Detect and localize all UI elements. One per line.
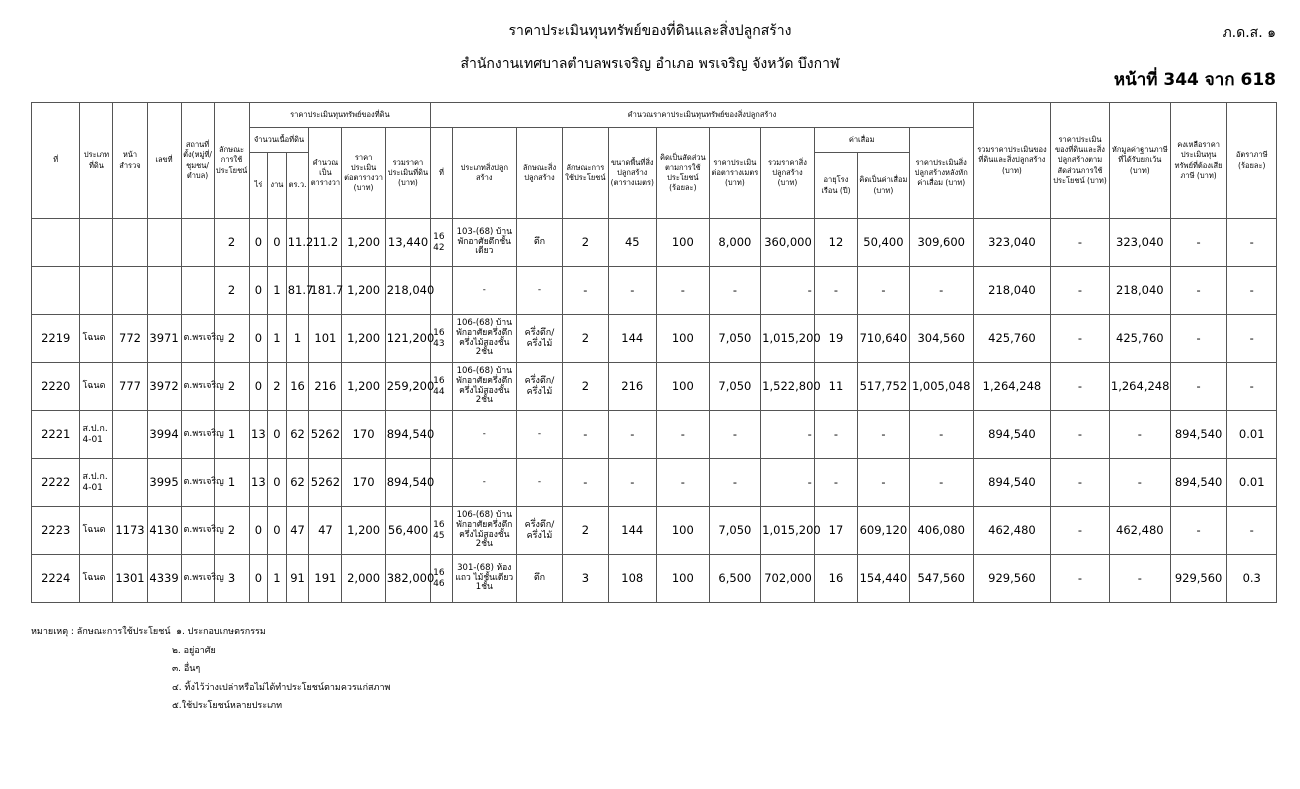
cell-proportional-value: - (1051, 219, 1110, 267)
cell-building-area: 108 (608, 555, 656, 603)
cell-building-percent: - (657, 459, 710, 507)
header-depreciation-age: อายุโรงเรือน (ปี) (814, 153, 857, 219)
cell-survey-page: 772 (113, 315, 147, 363)
cell-building-kind: ครึ่งตึก/ครึ่งไม้ (516, 315, 562, 363)
header-building-total: รวมราคาสิ่งปลูกสร้าง (บาท) (761, 128, 815, 219)
cell-number: 3994 (147, 411, 181, 459)
cell-rai: 0 (249, 267, 268, 315)
cell-calc-area: 101 (309, 315, 342, 363)
cell-building-use: 2 (563, 315, 608, 363)
header-depreciation-group: ค่าเสื่อม (814, 128, 909, 153)
cell-location: ต.พรเจริญ (181, 315, 214, 363)
cell-building-type: - (452, 459, 516, 507)
cell-depreciation-amount: - (858, 411, 910, 459)
header-proportional-value: ราคาประเมินของที่ดินและสิ่งปลูกสร้างตามสัดส่วนการใช้ประโยชน์ (บาท) (1051, 103, 1110, 219)
cell-building-total: 1,015,200 (761, 315, 815, 363)
cell-depreciation-amount: 50,400 (858, 219, 910, 267)
cell-building-area: 144 (608, 507, 656, 555)
header-no: ที่ (32, 103, 80, 219)
cell-taxable: - (1170, 507, 1227, 555)
cell-rai: 0 (249, 315, 268, 363)
cell-grand-total: 1,264,248 (973, 363, 1050, 411)
cell-doc-type: โฉนด (80, 363, 113, 411)
header-building-kind: ลักษณะสิ่งปลูกสร้าง (516, 128, 562, 219)
cell-land-use: 2 (214, 219, 249, 267)
cell-building-no: 16 45 (431, 507, 453, 555)
cell-building-area: - (608, 267, 656, 315)
cell-wa: 62 (286, 459, 309, 507)
cell-location (181, 267, 214, 315)
cell-grand-total: 218,040 (973, 267, 1050, 315)
cell-location: ต.พรเจริญ (181, 411, 214, 459)
cell-grand-total: 894,540 (973, 459, 1050, 507)
cell-building-net: 406,080 (909, 507, 973, 555)
cell-depreciation-age: 12 (814, 219, 857, 267)
cell-rai: 0 (249, 363, 268, 411)
cell-price-per-wa: 1,200 (342, 267, 385, 315)
cell-exemption: - (1109, 555, 1170, 603)
cell-building-percent: 100 (657, 555, 710, 603)
cell-building-area: - (608, 411, 656, 459)
cell-building-type: 106-(68) บ้านพักอาศัยครึ่งตึกครึ่งไม้สองชั้น 2ชั้น (452, 507, 516, 555)
cell-rai: 13 (249, 459, 268, 507)
cell-taxable: - (1170, 363, 1227, 411)
cell-land-total: 121,200 (385, 315, 430, 363)
cell-ngan: 0 (268, 507, 287, 555)
cell-number: 3972 (147, 363, 181, 411)
cell-building-use: - (563, 411, 608, 459)
cell-building-type: 301-(68) ห้องแถว ไม้ชั้นเดียว 1ชั้น (452, 555, 516, 603)
header-rai: ไร่ (249, 153, 268, 219)
cell-doc-type: โฉนด (80, 555, 113, 603)
cell-tax-rate: 0.01 (1227, 411, 1277, 459)
cell-no: 2221 (32, 411, 80, 459)
cell-land-total: 56,400 (385, 507, 430, 555)
cell-doc-type: โฉนด (80, 507, 113, 555)
cell-proportional-value: - (1051, 315, 1110, 363)
table-row (32, 267, 1277, 315)
cell-ngan: 0 (268, 411, 287, 459)
cell-building-net: 1,005,048 (909, 363, 973, 411)
cell-taxable: 894,540 (1170, 411, 1227, 459)
table-row (32, 315, 1277, 363)
cell-building-kind: - (516, 459, 562, 507)
cell-land-total: 382,000 (385, 555, 430, 603)
cell-wa: 91 (286, 555, 309, 603)
document-title: ราคาประเมินทุนทรัพย์ของที่ดินและสิ่งปลูกสร้าง (508, 23, 792, 39)
note-item: ๑. ประกอบเกษตรกรรม (176, 627, 266, 637)
header-doc-type: ประเภทที่ดิน (80, 103, 113, 219)
cell-ngan: 2 (268, 363, 287, 411)
cell-price-per-wa: 2,000 (342, 555, 385, 603)
cell-tax-rate: 0.3 (1227, 555, 1277, 603)
cell-depreciation-amount: 154,440 (858, 555, 910, 603)
cell-proportional-value: - (1051, 363, 1110, 411)
header-number: เลขที่ (147, 103, 181, 219)
cell-depreciation-amount: 609,120 (858, 507, 910, 555)
cell-building-type: - (452, 411, 516, 459)
cell-land-total: 13,440 (385, 219, 430, 267)
cell-location: ต.พรเจริญ (181, 507, 214, 555)
cell-building-kind: ครึ่งตึก/ครึ่งไม้ (516, 507, 562, 555)
header-building-group: คำนวณราคาประเมินทุนทรัพย์ของสิ่งปลูกสร้าง (431, 103, 974, 128)
cell-building-kind: ตึก (516, 219, 562, 267)
cell-grand-total: 323,040 (973, 219, 1050, 267)
cell-building-net: 309,600 (909, 219, 973, 267)
cell-survey-page: 1173 (113, 507, 147, 555)
cell-tax-rate: - (1227, 507, 1277, 555)
cell-no: 2220 (32, 363, 80, 411)
cell-depreciation-age: - (814, 267, 857, 315)
cell-proportional-value: - (1051, 507, 1110, 555)
cell-price-per-wa: 1,200 (342, 363, 385, 411)
cell-proportional-value: - (1051, 555, 1110, 603)
cell-doc-type: โฉนด (80, 315, 113, 363)
cell-doc-type (80, 219, 113, 267)
table-row (32, 219, 1277, 267)
header-survey-page: หน้าสำรวจ (113, 103, 147, 219)
cell-building-price: 7,050 (709, 363, 761, 411)
cell-ngan: 0 (268, 219, 287, 267)
cell-building-no: 16 43 (431, 315, 453, 363)
cell-taxable: 894,540 (1170, 459, 1227, 507)
cell-wa: 81.7 (286, 267, 309, 315)
cell-calc-area: 191 (309, 555, 342, 603)
cell-land-use: 1 (214, 411, 249, 459)
cell-doc-type: ส.ป.ก. 4-01 (80, 411, 113, 459)
cell-building-type: - (452, 267, 516, 315)
assessment-table (31, 102, 1277, 603)
cell-wa: 47 (286, 507, 309, 555)
cell-taxable: - (1170, 267, 1227, 315)
cell-tax-rate: 0.01 (1227, 459, 1277, 507)
cell-building-net: 304,560 (909, 315, 973, 363)
cell-no: 2223 (32, 507, 80, 555)
cell-number: 3971 (147, 315, 181, 363)
form-code: ภ.ด.ส. ๑ (1222, 25, 1276, 41)
header-building-percent: คิดเป็นสัดส่วนตามการใช้ประโยชน์ (ร้อยละ) (657, 128, 710, 219)
cell-number: 3995 (147, 459, 181, 507)
cell-tax-rate: - (1227, 219, 1277, 267)
cell-building-kind: ครึ่งตึก/ครึ่งไม้ (516, 363, 562, 411)
notes-label-text: หมายเหตุ : ลักษณะการใช้ประโยชน์ (31, 627, 171, 637)
cell-no: 2219 (32, 315, 80, 363)
cell-depreciation-amount: 710,640 (858, 315, 910, 363)
cell-survey-page: 777 (113, 363, 147, 411)
cell-building-total: 360,000 (761, 219, 815, 267)
cell-building-price: 7,050 (709, 315, 761, 363)
cell-proportional-value: - (1051, 411, 1110, 459)
cell-calc-area: 11.2 (309, 219, 342, 267)
cell-number: 4339 (147, 555, 181, 603)
cell-building-area: - (608, 459, 656, 507)
cell-calc-area: 216 (309, 363, 342, 411)
cell-building-kind: - (516, 411, 562, 459)
cell-land-use: 2 (214, 315, 249, 363)
cell-survey-page (113, 459, 147, 507)
header-wa: ตร.ว. (286, 153, 309, 219)
cell-survey-page: 1301 (113, 555, 147, 603)
table-row (32, 507, 1277, 555)
cell-building-no: 16 42 (431, 219, 453, 267)
cell-tax-rate: - (1227, 267, 1277, 315)
cell-land-total: 218,040 (385, 267, 430, 315)
cell-building-kind: ตึก (516, 555, 562, 603)
cell-survey-page (113, 219, 147, 267)
table-row (32, 555, 1277, 603)
cell-land-use: 1 (214, 459, 249, 507)
cell-rai: 13 (249, 411, 268, 459)
cell-building-percent: 100 (657, 219, 710, 267)
cell-price-per-wa: 1,200 (342, 219, 385, 267)
cell-building-total: 702,000 (761, 555, 815, 603)
note-item: ๕.ใช้ประโยชน์หลายประเภท (172, 701, 283, 711)
header-building-no: ที่ (431, 128, 453, 219)
page-indicator: หน้าที่ 344 จาก 618 (1113, 70, 1276, 90)
note-item: ๔. ทิ้งไว้ว่างเปล่าหรือไม่ได้ทำประโยชน์ตามควรแก่สภาพ (172, 682, 391, 693)
header-ngan: งาน (268, 153, 287, 219)
cell-rai: 0 (249, 555, 268, 603)
note-item: ๓. อื่นๆ (172, 664, 201, 674)
cell-number: 4130 (147, 507, 181, 555)
cell-exemption: 323,040 (1109, 219, 1170, 267)
cell-wa: 62 (286, 411, 309, 459)
cell-building-area: 45 (608, 219, 656, 267)
cell-building-use: 2 (563, 363, 608, 411)
cell-exemption: 1,264,248 (1109, 363, 1170, 411)
cell-number (147, 267, 181, 315)
cell-building-price: 8,000 (709, 219, 761, 267)
cell-depreciation-amount: - (858, 459, 910, 507)
cell-depreciation-amount: 517,752 (858, 363, 910, 411)
cell-exemption: 462,480 (1109, 507, 1170, 555)
header-land-group: ราคาประเมินทุนทรัพย์ของที่ดิน (249, 103, 431, 128)
cell-building-kind: - (516, 267, 562, 315)
header-building-type: ประเภทสิ่งปลูกสร้าง (452, 128, 516, 219)
cell-building-percent: 100 (657, 315, 710, 363)
header-grand-total: รวมราคาประเมินของที่ดินและสิ่งปลูกสร้าง (บาท) (973, 103, 1050, 219)
cell-building-price: 7,050 (709, 507, 761, 555)
cell-building-net: - (909, 411, 973, 459)
cell-building-percent: 100 (657, 363, 710, 411)
note-item: ๒. อยู่อาศัย (172, 645, 216, 656)
cell-building-price: - (709, 459, 761, 507)
header-land-total: รวมราคาประเมินที่ดิน (บาท) (385, 128, 430, 219)
cell-wa: 1 (286, 315, 309, 363)
cell-survey-page (113, 267, 147, 315)
header-depreciation-amount: คิดเป็นค่าเสื่อม (บาท) (858, 153, 910, 219)
cell-depreciation-age: 16 (814, 555, 857, 603)
table-row (32, 411, 1277, 459)
header-tax-rate: อัตราภาษี (ร้อยละ) (1227, 103, 1277, 219)
cell-depreciation-age: 11 (814, 363, 857, 411)
cell-exemption: - (1109, 411, 1170, 459)
cell-building-type: 106-(68) บ้านพักอาศัยครึ่งตึกครึ่งไม้สองชั้น 2ชั้น (452, 315, 516, 363)
cell-number (147, 219, 181, 267)
cell-location (181, 219, 214, 267)
cell-price-per-wa: 170 (342, 459, 385, 507)
cell-building-type: 103-(68) บ้านพักอาศัยตึกชั้นเดียว (452, 219, 516, 267)
cell-building-net: - (909, 459, 973, 507)
cell-building-total: - (761, 411, 815, 459)
cell-calc-area: 5262 (309, 459, 342, 507)
cell-exemption: 218,040 (1109, 267, 1170, 315)
cell-taxable: - (1170, 219, 1227, 267)
header-taxable: คงเหลือราคาประเมินทุนทรัพย์ที่ต้องเสียภาษี (บาท) (1170, 103, 1227, 219)
cell-land-total: 259,200 (385, 363, 430, 411)
cell-location: ต.พรเจริญ (181, 459, 214, 507)
cell-building-price: - (709, 411, 761, 459)
cell-price-per-wa: 1,200 (342, 507, 385, 555)
cell-building-area: 216 (608, 363, 656, 411)
cell-building-area: 144 (608, 315, 656, 363)
table-row (32, 459, 1277, 507)
table-row (32, 363, 1277, 411)
header-price-per-wa: ราคาประเมินต่อตารางวา (บาท) (342, 128, 385, 219)
cell-location: ต.พรเจริญ (181, 363, 214, 411)
document-subtitle: สำนักงานเทศบาลตำบลพรเจริญ อำเภอ พรเจริญ จังหวัด บึงกาฬ (460, 56, 840, 72)
cell-doc-type: ส.ป.ก. 4-01 (80, 459, 113, 507)
notes-section (31, 623, 390, 716)
cell-exemption: - (1109, 459, 1170, 507)
cell-tax-rate: - (1227, 363, 1277, 411)
cell-depreciation-age: - (814, 459, 857, 507)
cell-building-percent: - (657, 267, 710, 315)
cell-depreciation-amount: - (858, 267, 910, 315)
cell-land-total: 894,540 (385, 411, 430, 459)
cell-proportional-value: - (1051, 267, 1110, 315)
cell-building-use: 2 (563, 507, 608, 555)
cell-building-total: 1,522,800 (761, 363, 815, 411)
cell-location: ต.พรเจริญ (181, 555, 214, 603)
notes-label (31, 623, 390, 642)
cell-building-net: - (909, 267, 973, 315)
cell-building-price: 6,500 (709, 555, 761, 603)
cell-building-total: 1,015,200 (761, 507, 815, 555)
cell-building-price: - (709, 267, 761, 315)
cell-building-use: 3 (563, 555, 608, 603)
cell-building-percent: - (657, 411, 710, 459)
cell-calc-area: 5262 (309, 411, 342, 459)
cell-no (32, 219, 80, 267)
header-building-price: ราคาประเมินต่อตารางเมตร (บาท) (709, 128, 761, 219)
cell-land-use: 3 (214, 555, 249, 603)
cell-no: 2224 (32, 555, 80, 603)
cell-grand-total: 425,760 (973, 315, 1050, 363)
cell-building-total: - (761, 267, 815, 315)
cell-ngan: 1 (268, 315, 287, 363)
header-exemption: หักมูลค่าฐานภาษีที่ได้รับยกเว้น (บาท) (1109, 103, 1170, 219)
header-calc-area: คำนวณเป็นตารางวา (309, 128, 342, 219)
cell-building-no: 16 46 (431, 555, 453, 603)
table-body (32, 219, 1277, 603)
cell-land-use: 2 (214, 267, 249, 315)
cell-building-use: 2 (563, 219, 608, 267)
cell-ngan: 1 (268, 555, 287, 603)
header-area-group: จำนวนเนื้อที่ดิน (249, 128, 309, 153)
cell-building-use: - (563, 267, 608, 315)
cell-depreciation-age: - (814, 411, 857, 459)
cell-building-type: 106-(68) บ้านพักอาศัยครึ่งตึกครึ่งไม้สองชั้น 2ชั้น (452, 363, 516, 411)
cell-grand-total: 462,480 (973, 507, 1050, 555)
cell-grand-total: 929,560 (973, 555, 1050, 603)
cell-building-percent: 100 (657, 507, 710, 555)
cell-proportional-value: - (1051, 459, 1110, 507)
header-building-area: ขนาดพื้นที่สิ่งปลูกสร้าง (ตารางเมตร) (608, 128, 656, 219)
cell-doc-type (80, 267, 113, 315)
cell-ngan: 0 (268, 459, 287, 507)
cell-building-no: 16 44 (431, 363, 453, 411)
cell-building-net: 547,560 (909, 555, 973, 603)
cell-building-total: - (761, 459, 815, 507)
cell-no: 2222 (32, 459, 80, 507)
cell-exemption: 425,760 (1109, 315, 1170, 363)
cell-survey-page (113, 411, 147, 459)
cell-depreciation-age: 17 (814, 507, 857, 555)
cell-price-per-wa: 170 (342, 411, 385, 459)
cell-calc-area: 47 (309, 507, 342, 555)
cell-ngan: 1 (268, 267, 287, 315)
header-location: สถานที่ตั้ง(หมู่ที่/ชุมชน/ตำบล) (181, 103, 214, 219)
cell-price-per-wa: 1,200 (342, 315, 385, 363)
cell-depreciation-age: 19 (814, 315, 857, 363)
cell-taxable: - (1170, 315, 1227, 363)
cell-wa: 11.2 (286, 219, 309, 267)
cell-calc-area: 181.7 (309, 267, 342, 315)
header-land-use: ลักษณะการใช้ประโยชน์ (214, 103, 249, 219)
header-building-net: ราคาประเมินสิ่งปลูกสร้างหลังหักค่าเสื่อม (บาท) (909, 128, 973, 219)
cell-no (32, 267, 80, 315)
cell-rai: 0 (249, 507, 268, 555)
cell-building-use: - (563, 459, 608, 507)
cell-wa: 16 (286, 363, 309, 411)
cell-tax-rate: - (1227, 315, 1277, 363)
cell-land-use: 2 (214, 363, 249, 411)
cell-grand-total: 894,540 (973, 411, 1050, 459)
cell-rai: 0 (249, 219, 268, 267)
cell-taxable: 929,560 (1170, 555, 1227, 603)
cell-land-total: 894,540 (385, 459, 430, 507)
header-building-use: ลักษณะการใช้ประโยชน์ (563, 128, 608, 219)
cell-land-use: 2 (214, 507, 249, 555)
